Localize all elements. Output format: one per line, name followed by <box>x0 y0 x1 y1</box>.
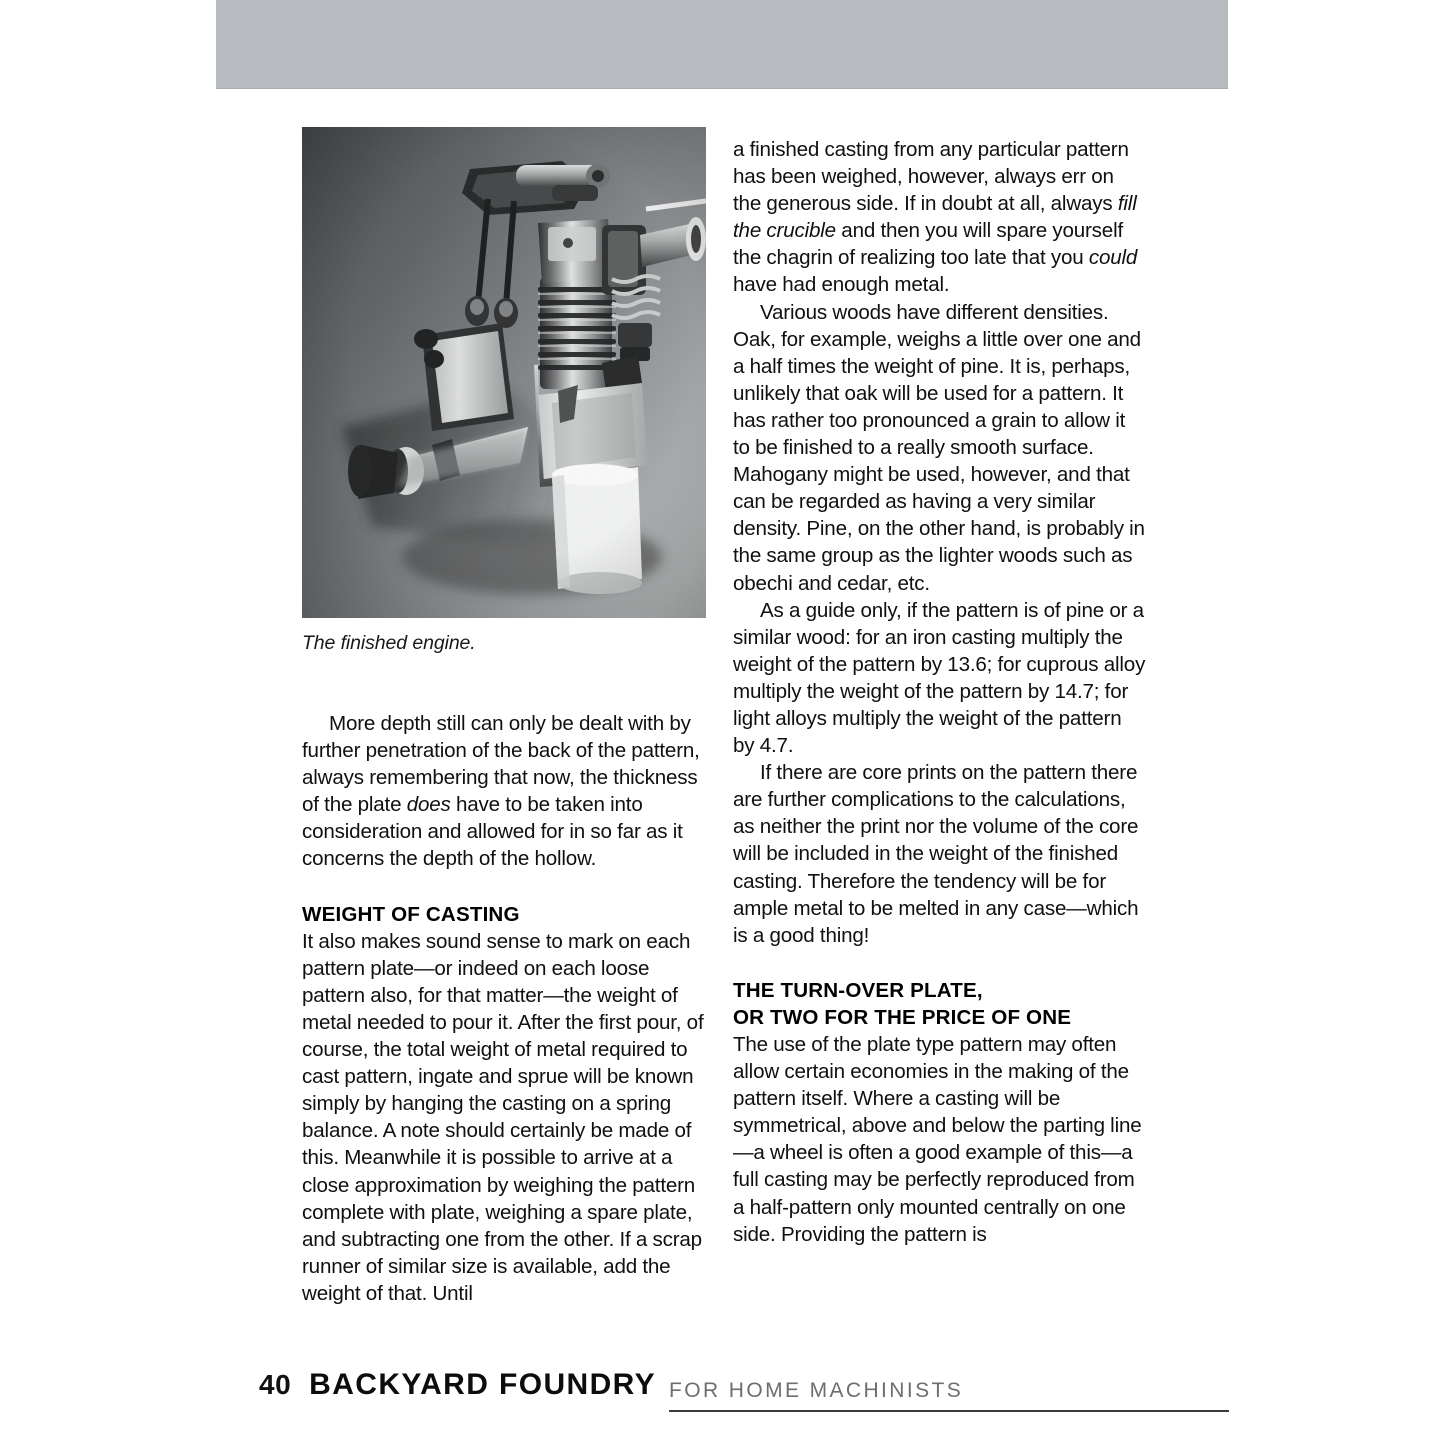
paragraph-as-a-guide <box>733 597 1147 760</box>
spacer <box>302 655 706 710</box>
heading-weight-of-casting: WEIGHT OF CASTING <box>302 902 520 926</box>
page-footer <box>259 1368 1229 1412</box>
right-column <box>733 136 1147 1248</box>
text-run: Various woods have different densities. Oak, for example, weighs a little over one and a half times the weight of pine. It is, perhaps, unlikely that oak will be used for a pattern. It has rather too pronounced a grain to allow it to be finished to a really smooth surface. Mahogany might be used, however, and that can be regarded as having a very similar density. Pine, on the other hand, is probably in the same group as the lighter woods such as obechi and cedar, etc. <box>733 300 1145 595</box>
footer-page-number: 40 <box>259 1369 292 1400</box>
top-gray-banner <box>216 0 1228 88</box>
left-column <box>302 127 706 1307</box>
text-run: have had enough metal. <box>733 273 950 297</box>
text-run: If there are core prints on the pattern there are further complications to the calculations, as neither the print nor the volume of the core will be included in the weight of the finished casting. Therefore the tendency will be for ample metal to be melted in any case—which is a good thing! <box>733 761 1139 947</box>
paragraph-weight-of-casting <box>302 928 706 1307</box>
spacer <box>733 949 1147 977</box>
photograph-model-engine <box>302 127 706 618</box>
paragraph-turn-over-plate <box>733 1031 1147 1248</box>
paragraph-core-prints <box>733 759 1147 949</box>
footer-book-title: BACKYARD FOUNDRY <box>309 1368 657 1401</box>
emphasis-could: could <box>1088 246 1138 270</box>
figure-caption: The finished engine. <box>302 632 476 654</box>
heading-turn-over-plate-line1: THE TURN-OVER PLATE, <box>733 978 983 1002</box>
paragraph-various-woods <box>733 299 1147 597</box>
text-run: More depth still can only be dealt with by further penetration of the back of the pattern, always remembering that now, the thickness of the plate <box>302 712 700 817</box>
emphasis-does: does <box>406 793 451 817</box>
paragraph-more-depth <box>302 710 706 873</box>
heading-turn-over-plate-line2: OR TWO FOR THE PRICE OF ONE <box>733 1005 1072 1029</box>
footer-subtitle-rule <box>669 1379 1229 1412</box>
text-run: have to be taken into consideration and allowed for in so far as it concerns the depth of the hollow. <box>302 793 683 871</box>
spacer <box>302 873 706 901</box>
emphasis-fill-the-crucible: fill the crucible <box>733 192 1137 243</box>
text-run: a finished casting from any particular pattern has been weighed, however, always err on the generous side. If in doubt at all, always <box>733 138 1129 216</box>
text-run: The use of the plate type pattern may often allow certain economies in the making of the pattern itself. Where a casting will be symmetrical, above and below the parting line—a wheel is often a good example of this—a full casting may be perfectly reproduced from a half-pattern only mounted centrally on one side. Providing the pattern is <box>733 1033 1142 1246</box>
footer-subtitle: FOR HOME MACHINISTS <box>669 1379 964 1402</box>
text-run: As a guide only, if the pattern is of pine or a similar wood: for an iron casting multiply the weight of the pattern by 13.6; for cuprous alloy multiply the weight of the pattern by 14.7; for light alloys multiply the weight of the pattern by 4.7. <box>733 598 1146 758</box>
text-run: and then you will spare yourself the chagrin of realizing too late that you <box>733 219 1124 270</box>
text-run: It also makes sound sense to mark on each pattern plate—or indeed on each loose pattern also, for that matter—the weight of metal needed to pour it. After the first pour, of course, the total weight of metal required to cast pattern, ingate and sprue will be known simply by hanging the casting on a spring balance. A note should certainly be made of this. Meanwhile it is possible to arrive at a close approximation by weighing the pattern complete with plate, weighing a spare plate, and subtracting one from the other. If a scrap runner of similar size is available, add the weight of that. Until <box>302 929 704 1305</box>
paragraph-finished-casting <box>733 136 1147 299</box>
